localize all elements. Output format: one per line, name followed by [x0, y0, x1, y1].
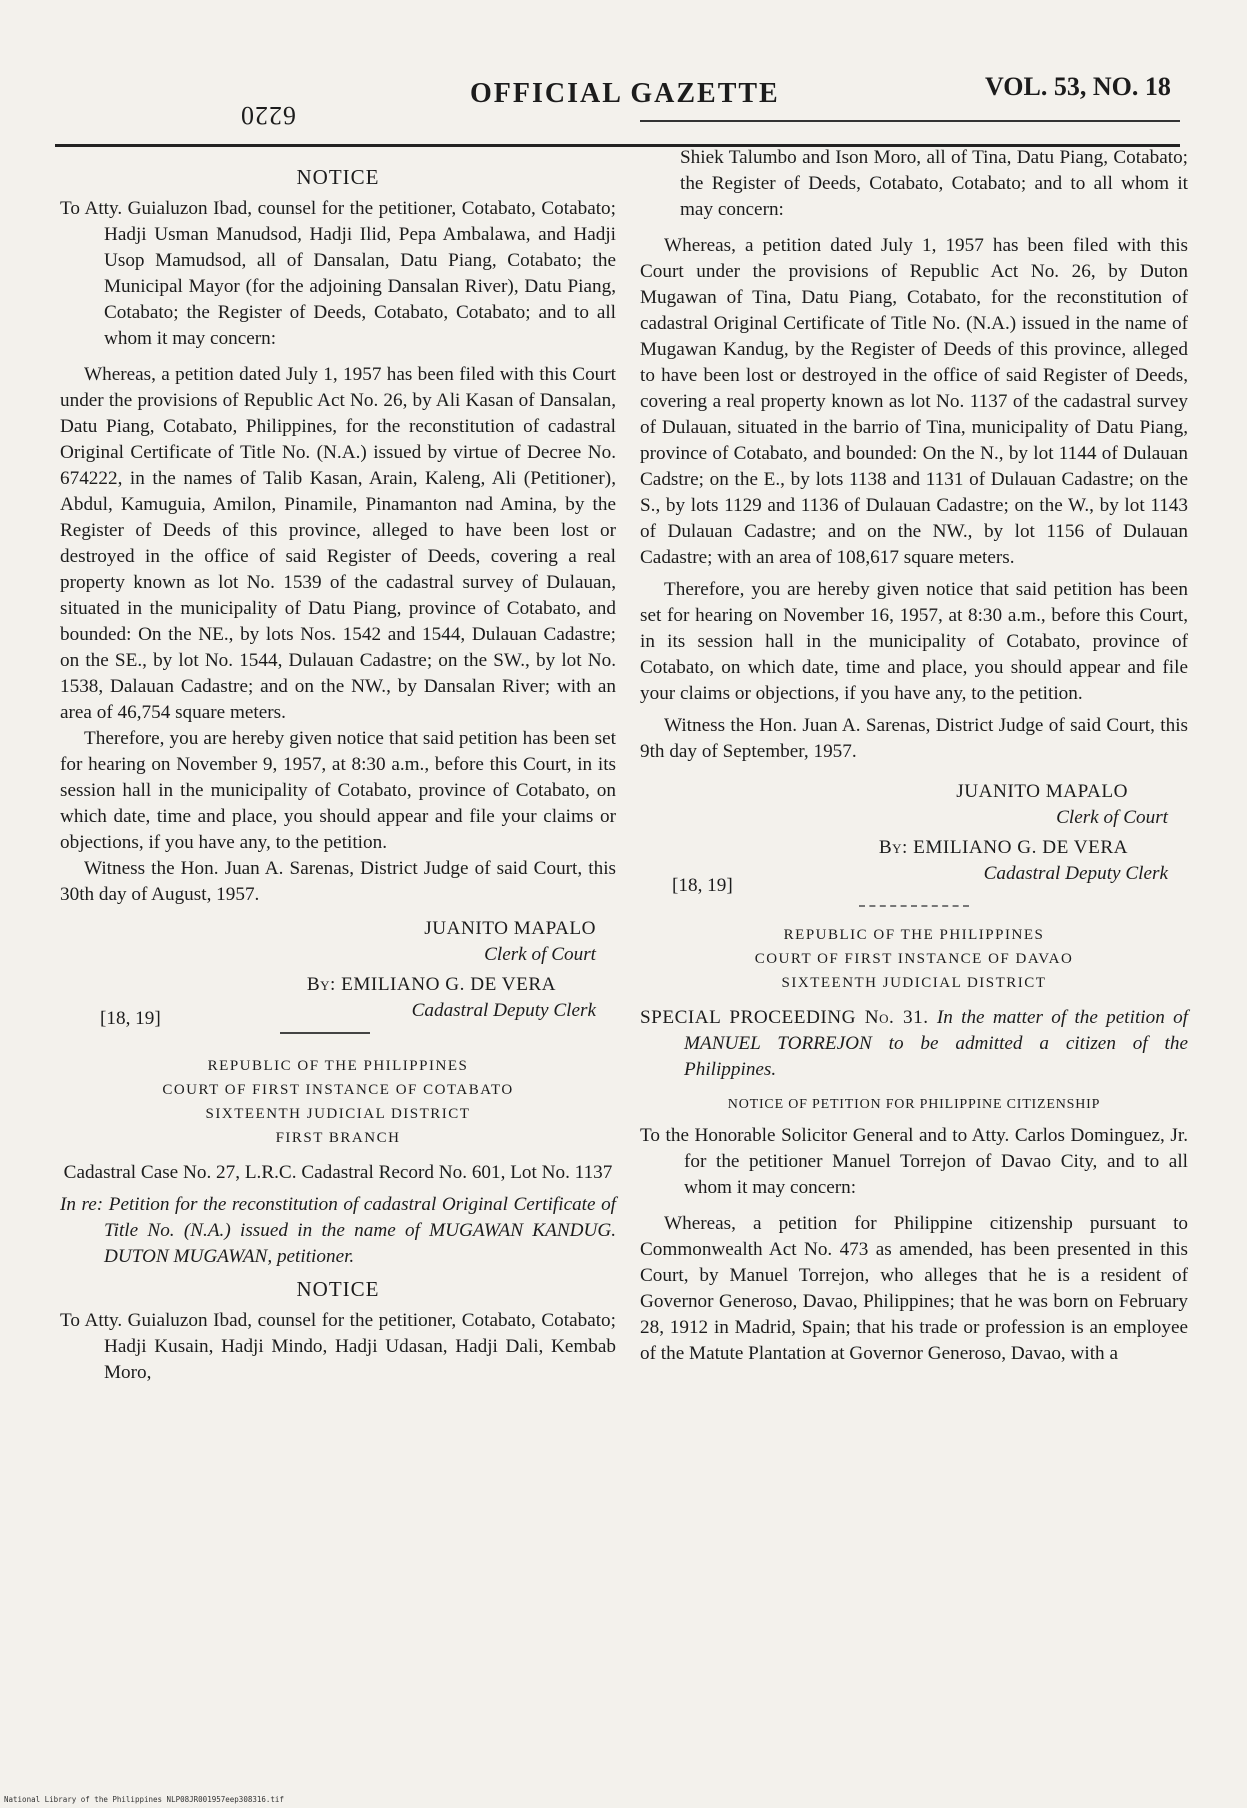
page-number: 6220	[240, 101, 296, 130]
clerk-title: Clerk of Court	[484, 944, 596, 965]
publication-title: OFFICIAL GAZETTE	[470, 78, 780, 109]
clerk-signature	[424, 916, 596, 968]
clerk-name-2: JUANITO MAPALO	[956, 781, 1128, 802]
notice-addressees-3: To the Honorable Solicitor General and to Atty. Carlos Dominguez, Jr. for the petitioner Manuel Torrejon of Davao City, and to all whom it may concern:	[640, 1125, 1188, 1198]
court-district: SIXTEENTH JUDICIAL DISTRICT	[205, 1106, 471, 1122]
right-column	[640, 145, 1188, 1367]
special-proceeding-body: In the matter of the petition of MANUEL TORREJON to be admitted a citizen of the Philippines.	[684, 1007, 1189, 1080]
notice-therefore-2: Therefore, you are hereby given notice that said petition has been set for hearing on November 16, 1957, at 8:30 a.m., before this Court, in its session hall in the municipality of Cotabato, province of Cotabato, on which date, time and place, you should appear and file your claims or objections, if you have any, to the petition.	[640, 579, 1188, 704]
issue-reference-2: [18, 19]	[672, 875, 733, 896]
header-rule	[640, 120, 1180, 122]
court-branch: FIRST BRANCH	[275, 1130, 401, 1146]
in-re-caption	[60, 1192, 616, 1270]
notice-witness-2: Witness the Hon. Juan A. Sarenas, District Judge of said Court, this 9th day of September, 1957.	[640, 715, 1188, 762]
special-proceeding-caption	[640, 1005, 1188, 1083]
special-proceeding-lead: SPECIAL PROCEEDING No. 31.	[640, 1007, 929, 1028]
deputy-name-2: By: EMILIANO G. DE VERA	[878, 837, 1128, 858]
deputy-title-2: Cadastral Deputy Clerk	[983, 863, 1168, 884]
court-name-3: COURT OF FIRST INSTANCE OF DAVAO	[754, 951, 1074, 967]
signature-block	[60, 916, 616, 1028]
notice-witness: Witness the Hon. Juan A. Sarenas, District Judge of said Court, this 30th day of August, 1957.	[60, 858, 616, 905]
notice-addressees-2: To Atty. Guialuzon Ibad, counsel for the petitioner, Cotabato, Cotabato; Hadji Kusain, Hadji Mindo, Hadji Udasan, Hadji Dali, Kembab Moro,	[60, 1310, 616, 1383]
deputy-title: Cadastral Deputy Clerk	[411, 1000, 596, 1021]
court-district-3: SIXTEENTH JUDICIAL DISTRICT	[781, 975, 1047, 991]
signature-block-2	[640, 779, 1188, 896]
clerk-signature-2	[956, 779, 1168, 831]
deputy-signature	[307, 972, 596, 1024]
case-number: Cadastral Case No. 27, L.R.C. Cadastral Record No. 601, Lot No. 1137	[63, 1162, 613, 1183]
notice-whereas-2: Whereas, a petition dated July 1, 1957 has been filed with this Court under the provisions of Republic Act No. 26, by Duton Mugawan of Tina, Datu Piang, Cotabato, for the reconstitution of cadastral Original Certificate of Title No. (N.A.) issued in the name of Mugawan Kandug, by the Register of Deeds of this province, alleged to have been lost or destroyed in the office of said Register of Deeds, covering a real property known as lot No. 1137 of the cadastral survey of Dulauan, situated in the barrio of Tina, municipality of Datu Piang, province of Cotabato, and bounded: On the N., by lot 1144 of Dulauan Cadstre; on the E., by lots 1138 and 1131 of Dulauan Cadastre; on the S., by lots 1129 and 1136 of Dulauan Cadastre; on the W., by lot 1143 of Dulauan Cadastre; and on the NW., by lot 1156 of Dulauan Cadastre; with an area of 108,617 square meters.	[640, 235, 1188, 568]
issue-reference: [18, 19]	[100, 1008, 161, 1029]
deputy-signature-2	[879, 835, 1168, 887]
court-republic: REPUBLIC OF THE PHILIPPINES	[207, 1058, 469, 1074]
notice-whereas: Whereas, a petition dated July 1, 1957 has been filed with this Court under the provisions of Republic Act No. 26, by Ali Kasan of Dansalan, Datu Piang, Cotabato, Philippines, for the reconstitution of cadastral Original Certificate of Title No. (N.A.) issued by virtue of Decree No. 674222, in the names of Talib Kasan, Arain, Kaleng, Ali (Petitioner), Abdul, Kamuguia, Amilon, Pinamile, Pinamanton nad Amina, by the Register of Deeds of this province, alleged to have been lost or destroyed in the office of said Register of Deeds, covering a real property known as lot No. 1539 of the cadastral survey of Dulauan, situated in the municipality of Datu Piang, province of Cotabato, and bounded: On the NE., by lots Nos. 1542 and 1544, Dulauan Cadastre; on the SE., by lot No. 1544, Dulauan Cadastre; on the SW., by lot No. 1538, Dalauan Cadastre; and on the NW., by Dansalan River; with an area of 46,754 square meters.	[60, 364, 616, 723]
volume-number: VOL. 53, NO. 18	[985, 72, 1171, 101]
notice-heading-3: NOTICE OF PETITION FOR PHILIPPINE CITIZENSHIP	[727, 1097, 1101, 1112]
notice-heading: NOTICE	[296, 165, 380, 189]
clerk-title-2: Clerk of Court	[1056, 807, 1168, 828]
court-name: COURT OF FIRST INSTANCE OF COTABATO	[162, 1082, 514, 1098]
notice-therefore: Therefore, you are hereby given notice that said petition has been set for hearing on November 9, 1957, at 8:30 a.m., before this Court, in its session hall in the municipality of Cotabato, province of Cotabato, on which date, time and place, you should appear and file your claims or objections, if you have any, to the petition.	[60, 728, 616, 853]
notice-addressees-continued: Shiek Talumbo and Ison Moro, all of Tina, Datu Piang, Cotabato; the Register of Deeds, Cotabato, Cotabato; and to all whom it may concern:	[680, 147, 1188, 220]
in-re-lead: In re:	[60, 1194, 104, 1215]
notice-heading-2: NOTICE	[296, 1277, 380, 1301]
court-republic-3: REPUBLIC OF THE PHILIPPINES	[783, 927, 1045, 943]
deputy-name: By: EMILIANO G. DE VERA	[306, 974, 556, 995]
scan-footer: National Library of the Philippines NLP08JR001957eep308316.tif	[4, 1795, 284, 1804]
section-divider-2	[859, 905, 969, 907]
in-re-body: Petition for the reconstitution of cadastral Original Certificate of Title No. (N.A.) issued in the name of MUGAWAN KANDUG. DUTON MUGAWAN, petitioner.	[104, 1194, 616, 1267]
notice-addressees: To Atty. Guialuzon Ibad, counsel for the petitioner, Cotabato, Cotabato; Hadji Usman Manudsod, Hadji Ilid, Pepa Ambalawa, and Hadji Usop Mamudsod, all of Dansalan, Datu Piang, Cotabato; the Municipal Mayor (for the adjoining Dansalan River), Datu Piang, Cotabato; the Register of Deeds, Cotabato, Cotabato; and to all whom it may concern:	[60, 198, 616, 349]
clerk-name: JUANITO MAPALO	[424, 918, 596, 939]
section-divider	[280, 1032, 370, 1034]
notice-whereas-3: Whereas, a petition for Philippine citizenship pursuant to Commonwealth Act No. 473 as amended, has been presented in this Court, by Manuel Torrejon, who alleges that he is a resident of Governor Generoso, Davao, Philippines; that he was born on February 28, 1912 in Madrid, Spain; that his trade or profession is an employee of the Matute Plantation at Governor Generoso, Davao, with a	[640, 1213, 1188, 1364]
left-column	[60, 160, 616, 1386]
